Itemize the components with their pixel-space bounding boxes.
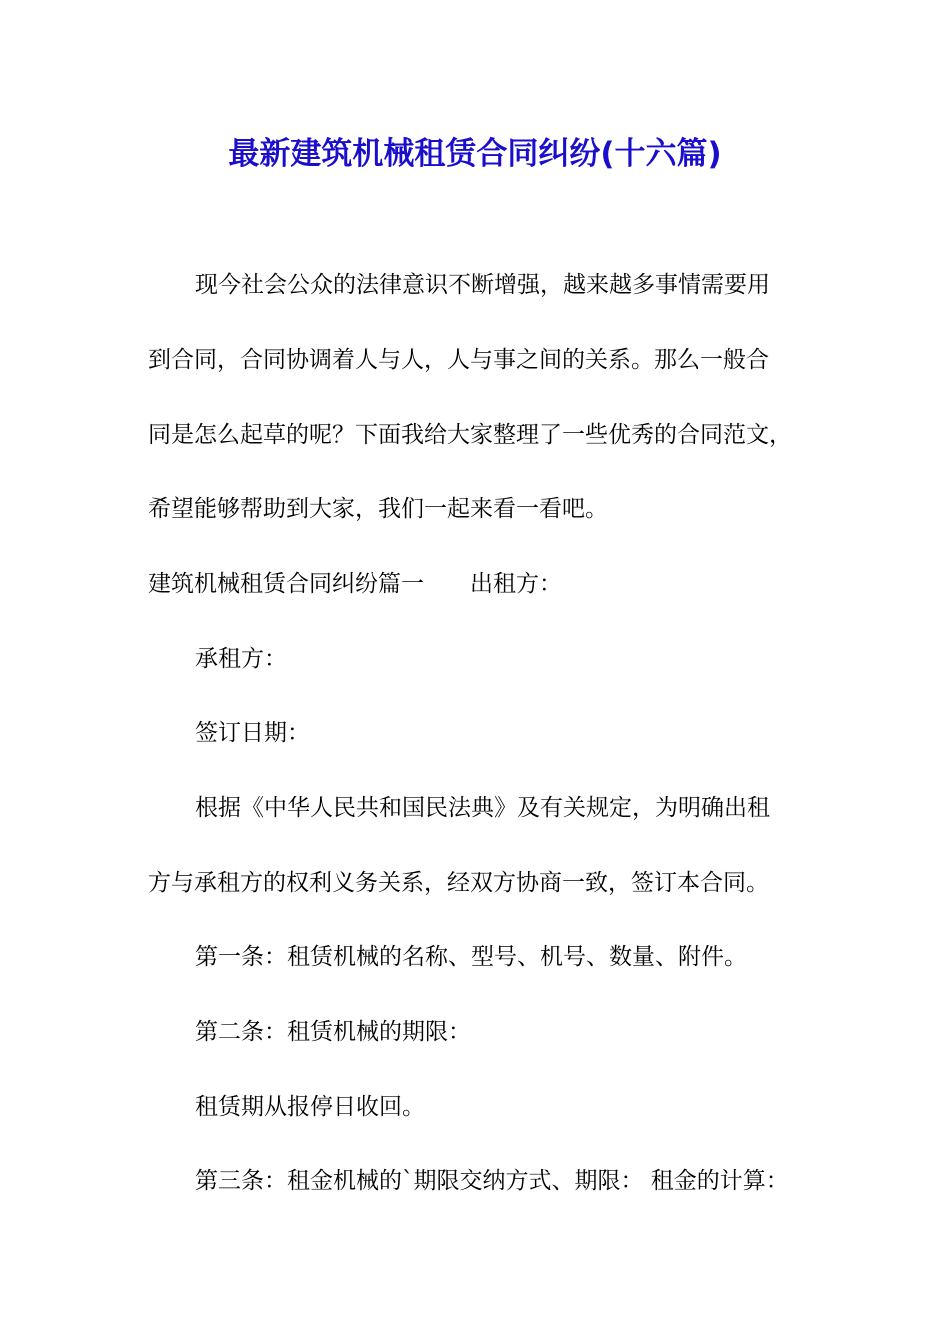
section-heading-line: 建筑机械租赁合同纠纷篇一 出租方： — [148, 571, 562, 597]
document-title: 最新建筑机械租赁合同纠纷(十六篇) — [228, 136, 722, 172]
paragraph-line: 第二条：租赁机械的期限： — [195, 1019, 471, 1045]
paragraph-line: 同是怎么起草的呢？下面我给大家整理了一些优秀的合同范文， — [148, 422, 792, 448]
paragraph-line: 根据《中华人民共和国民法典》及有关规定，为明确出租 — [195, 795, 770, 821]
paragraph-line: 承租方： — [195, 646, 287, 672]
paragraph-line: 第三条：租金机械的`期限交纳方式、期限： 租金的计算： — [195, 1168, 789, 1194]
paragraph-line: 方与承租方的权利义务关系，经双方协商一致，签订本合同。 — [148, 870, 769, 896]
paragraph-line: 第一条：租赁机械的名称、型号、机号、数量、附件。 — [195, 944, 747, 970]
paragraph-line: 希望能够帮助到大家，我们一起来看一看吧。 — [148, 496, 608, 522]
paragraph-line: 现今社会公众的法律意识不断增强，越来越多事情需要用 — [195, 272, 770, 298]
paragraph-line: 租赁期从报停日收回。 — [195, 1094, 425, 1120]
paragraph-line: 签订日期： — [195, 720, 310, 746]
paragraph-line: 到合同，合同协调着人与人，人与事之间的关系。那么一般合 — [148, 347, 769, 373]
